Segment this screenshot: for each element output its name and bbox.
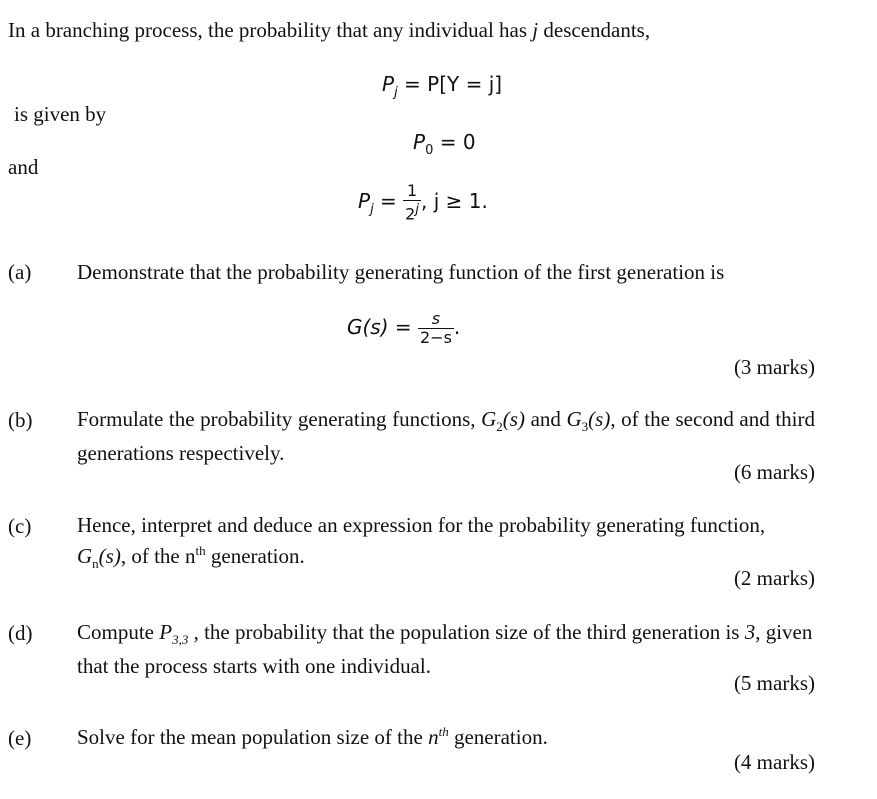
eq3-den-base: 2 bbox=[405, 204, 416, 224]
part-a-label: (a) bbox=[8, 260, 32, 284]
part-c-text-c: generation. bbox=[205, 544, 305, 568]
eq-g-fraction bbox=[418, 310, 454, 347]
gn: G bbox=[77, 544, 93, 568]
equation-pj-value bbox=[358, 182, 488, 223]
eq3-den bbox=[403, 200, 421, 223]
g3: G bbox=[566, 407, 582, 431]
part-e-label: (e) bbox=[8, 726, 32, 750]
eq-g-num: s bbox=[431, 309, 441, 328]
part-e-text bbox=[77, 724, 548, 750]
part-c-text-a: Hence, interpret and deduce an expression for the probability generating function, bbox=[77, 513, 766, 537]
g2-sub: 2 bbox=[496, 419, 503, 435]
eq-g-tail: . bbox=[453, 315, 461, 339]
intro-text: In a branching process, the probability that any individual has bbox=[8, 18, 533, 42]
part-d-text-b: , the probability that the population size of the third generation is bbox=[188, 620, 745, 644]
g3-sub: 3 bbox=[581, 419, 589, 435]
part-c-label: (c) bbox=[8, 514, 32, 538]
part-d-marks: (5 marks) bbox=[733, 671, 815, 695]
part-e-text-a: Solve for the mean population size of the bbox=[77, 725, 429, 749]
part-e-marks: (4 marks) bbox=[733, 750, 815, 774]
part-a-marks: (3 marks) bbox=[733, 355, 815, 379]
given-by-text: is given by bbox=[14, 102, 107, 126]
eq-g-den: 2−s bbox=[420, 328, 452, 347]
eq-g-lhs: G(s) = bbox=[347, 315, 418, 339]
part-e-n: n bbox=[428, 725, 439, 749]
eq2-p: P bbox=[413, 130, 426, 154]
g2: G bbox=[481, 407, 497, 431]
eq1-sub: j bbox=[394, 85, 398, 100]
gn-arg: (s) bbox=[98, 544, 121, 568]
intro-text-end: descendants, bbox=[538, 18, 651, 42]
part-a-text: Demonstrate that the probability generating function of the first generation is bbox=[77, 260, 725, 284]
eq3-den-sup: j bbox=[415, 202, 419, 217]
part-b-text-c: , of the second and third generations respectively. bbox=[77, 407, 815, 466]
eq1-p: P bbox=[382, 72, 395, 96]
gn-sub: n bbox=[92, 556, 99, 572]
part-e-sup: th bbox=[438, 724, 449, 739]
p33-sub: 3,3 bbox=[172, 632, 189, 648]
part-c-sup: th bbox=[195, 543, 206, 558]
g3-arg: (s) bbox=[588, 407, 611, 431]
part-d-text bbox=[77, 619, 815, 679]
part-b-text-a: Formulate the probability generating functions, bbox=[77, 407, 482, 431]
equation-p0 bbox=[413, 130, 476, 158]
p33: P bbox=[159, 620, 173, 644]
eq3-eq: = bbox=[373, 189, 404, 214]
eq3-p: P bbox=[358, 189, 371, 214]
equation-g bbox=[347, 310, 460, 347]
part-b-label: (b) bbox=[8, 408, 33, 432]
part-c-text-b: , of the n bbox=[120, 544, 196, 568]
eq3-num: 1 bbox=[406, 181, 418, 200]
eq3-fraction bbox=[403, 182, 421, 223]
part-b-text bbox=[77, 406, 815, 466]
eq1-rhs: = P[Y = j] bbox=[397, 72, 503, 96]
part-b-marks: (6 marks) bbox=[733, 460, 815, 484]
and-text: and bbox=[8, 155, 39, 179]
part-c-text bbox=[77, 512, 815, 577]
part-d-text-c: , given that the process starts with one individual. bbox=[77, 620, 813, 679]
eq3-cond: , j ≥ 1. bbox=[420, 189, 488, 214]
part-d-label: (d) bbox=[8, 621, 33, 645]
part-d-text-a: Compute bbox=[77, 620, 160, 644]
equation-pj-definition bbox=[382, 72, 502, 100]
g2-arg: (s) bbox=[502, 407, 525, 431]
eq2-rhs: = 0 bbox=[433, 130, 476, 154]
part-e-text-b: generation. bbox=[448, 725, 548, 749]
intro-j: j bbox=[532, 18, 539, 42]
part-d-three: 3 bbox=[744, 620, 756, 644]
part-c-marks: (2 marks) bbox=[733, 566, 815, 590]
eq3-sub: j bbox=[370, 202, 374, 218]
part-b-text-b: and bbox=[524, 407, 567, 431]
eq2-sub: 0 bbox=[425, 143, 434, 158]
intro-line bbox=[8, 18, 650, 43]
